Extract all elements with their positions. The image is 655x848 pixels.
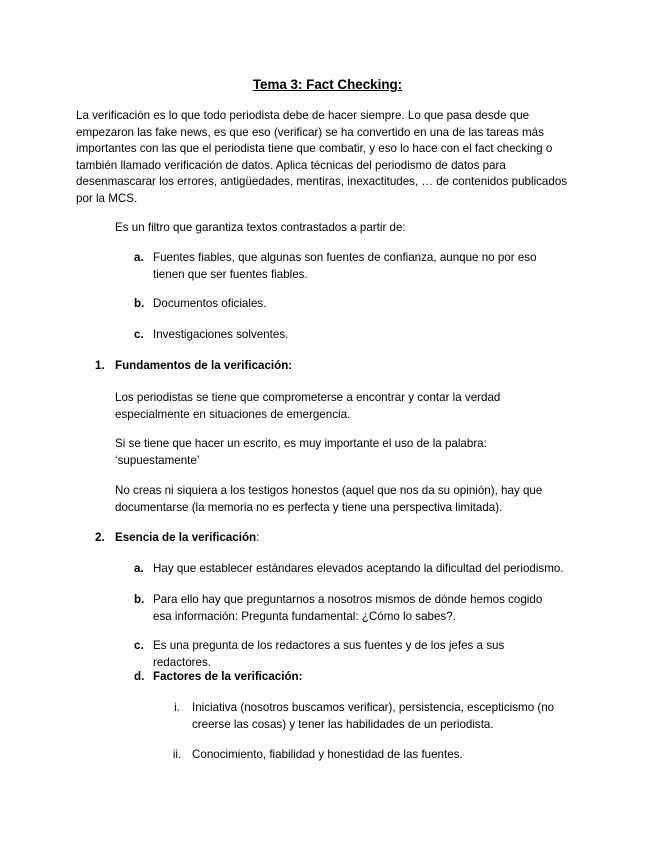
section-heading-2 [95,530,565,547]
list-marker: a. [134,251,144,264]
list-marker: c. [134,328,144,341]
list-item-text: Hay que establecer estándares elevados aceptando la dificultad del periodismo. [153,562,564,575]
section-title-wrap [115,530,565,547]
section-number: 2. [95,531,105,544]
sublist-item [163,747,573,764]
section1-paragraph: Los periodistas se tiene que comprometerse a encontrar y contar la verdad especialmente en situaciones de emergencia. [115,391,501,421]
section-heading-1 [95,358,565,375]
section1-paragraph: No creas ni siquiera a los testigos honestos (aquel que nos da su opinión), hay que documentarse (la memoria no es perfecta y tiene una perspectiva limitada). [115,484,543,514]
list-item [134,296,564,313]
list-item [134,250,564,283]
section1-paragraph: Si se tiene que hacer un escrito, es muy importante el uso de la palabra: ‘supuestamente’ [115,437,487,467]
list-item-text: Es una pregunta de los redactores a sus fuentes y de los jefes a sus redactores. [153,639,505,669]
page-title: Tema 3: Fact Checking: [252,77,403,92]
roman-marker: ii. [172,748,182,761]
filter-intro: Es un filtro que garantiza textos contrastados a partir de: [115,221,406,234]
list-item [134,327,564,344]
list-item-text: Factores de la verificación: [153,670,303,683]
list-item-text: Documentos oficiales. [153,297,267,310]
list-item [134,561,564,578]
list-marker: b. [134,593,145,606]
roman-marker: i. [174,701,180,714]
list-marker: a. [134,562,144,575]
list-item [134,638,564,671]
list-marker: d. [134,670,145,683]
section-number: 1. [95,359,105,372]
sublist-item [163,700,573,733]
list-item [134,669,564,686]
section-title: Esencia de la verificación [115,531,257,544]
list-item-text: Fuentes fiables, que algunas son fuentes de confianza, aunque no por eso tienen que ser fuentes fiables. [153,251,537,281]
sublist-item-text: Conocimiento, fiabilidad y honestidad de las fuentes. [192,748,463,761]
list-item [134,592,564,625]
section-title-suffix: : [256,531,260,544]
sublist-item-text: Iniciativa (nosotros buscamos verificar), persistencia, escepticismo (no creerse las cosas) y tener las habilidades de un periodista. [192,701,555,731]
section-title: Fundamentos de la verificación: [115,359,293,372]
list-marker: b. [134,297,145,310]
list-item-text: Investigaciones solventes. [153,328,289,341]
intro-paragraph: La verificación es lo que todo periodista debe de hacer siempre. Lo que pasa desde que empezaron las fake news, es que eso (verificar) se ha convertido en una de las tareas más importantes con las que el periodista tiene que combatir, y eso lo hace con el fact checking o también llamado verificación de datos. Aplica técnicas del periodismo de datos para desenmascarar los errores, antigüedades, mentiras, inexactitudes, … de contenidos publicados por la MCS. [76,109,568,205]
list-item-text: Para ello hay que preguntarnos a nosotros mismos de dónde hemos cogido esa información: Pregunta fundamental: ¿Cómo lo sabes?. [153,593,543,623]
list-marker: c. [134,639,144,652]
